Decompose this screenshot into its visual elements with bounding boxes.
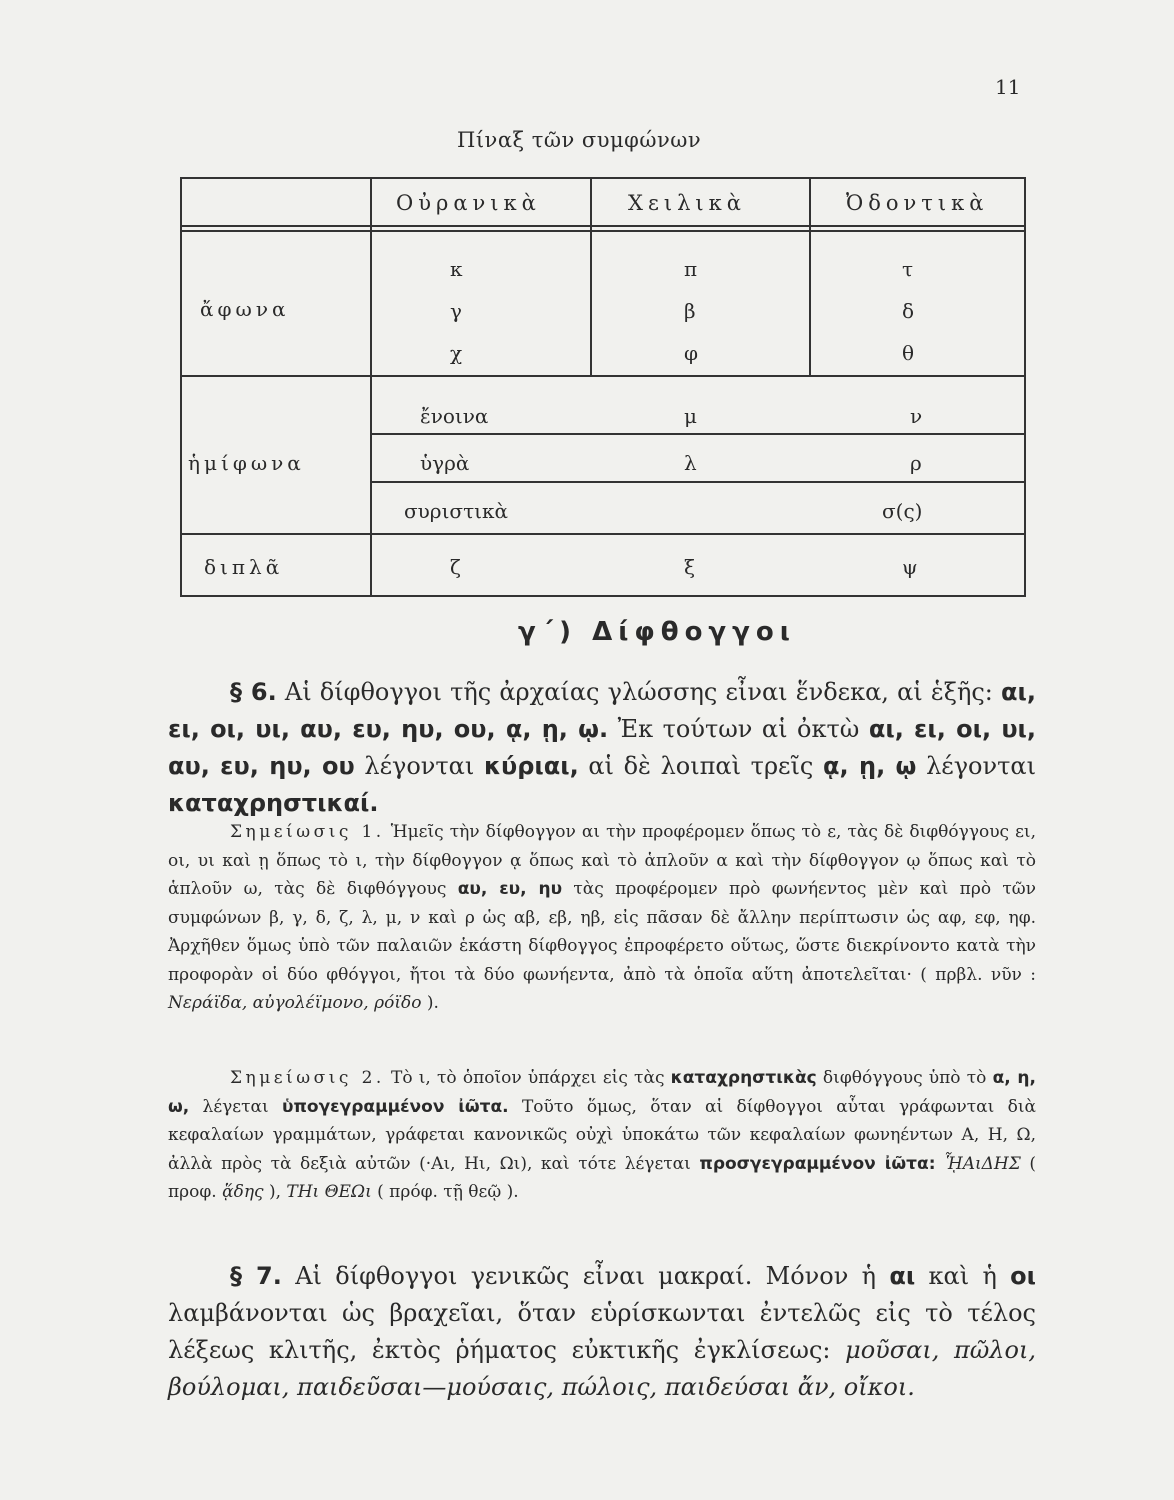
text-run: λέγονται (354, 752, 484, 780)
table-cell: δ (902, 299, 915, 323)
row-divider (370, 481, 1024, 483)
note-2 (168, 1064, 1036, 1207)
bold-run: κύριαι, (483, 752, 579, 780)
bold-run: προσγεγραμμένον ἰῶτα: (699, 1153, 936, 1174)
note-1 (168, 818, 1036, 1018)
text-run: καὶ ἡ (915, 1262, 1011, 1290)
bold-run: αι, ει, οι, υι, αυ, ευ, ηυ, ου, ᾳ, ῃ, ῳ. (168, 678, 1037, 743)
table-cell: π (684, 257, 698, 281)
text-run: Τὸ ι, τὸ ὁποῖον ὑπάρχει εἰς τὰς (384, 1068, 671, 1088)
table-cell: σ(ς) (882, 499, 923, 523)
note-label: Σημείωσις 1. (230, 822, 385, 842)
group-divider (182, 533, 1024, 535)
table-cell: κ (450, 257, 463, 281)
bold-run: ὑπογεγραμμένον ἰῶτα. (282, 1096, 509, 1117)
table-cell: ν (910, 404, 923, 428)
bold-run: αι, ει, οι, υι, αυ, ευ, ηυ, ου (168, 715, 1036, 780)
table-cell: χ (450, 341, 463, 365)
text-run: διφθόγγους ὑπὸ τὸ (816, 1068, 993, 1088)
table-cell: μ (684, 404, 697, 428)
italic-run: μοῦσαι, πῶλοι, βούλομαι, παιδεῦσαι—μούσαις, πώλοις, παιδεύσαι ἄν, οἴκοι. (168, 1336, 1037, 1401)
text-run: Τοῦτο ὅμως, ὅταν αἱ δίφθογγοι αὗται γράφωνται διὰ κεφαλαίων γραμμάτων, γράφεται κανονικῶς οὐχὶ ὑποκάτω τῶν κεφαλαίων φωνηέντων Α, Η, Ω, ἀλλὰ πρὸς τὰ δεξιὰ αὐτῶν (·Αι, Ηι, Ωι), καὶ τότε λέγεται (168, 1096, 1036, 1174)
text-run: Αἱ δίφθογγοι τῆς ἀρχαίας γλώσσης εἶναι ἕνδεκα, αἱ ἑξῆς: (276, 678, 1002, 706)
header-rule (182, 225, 1024, 227)
table-cell: ἔνοινα (420, 404, 489, 428)
bold-run: ᾳ, ῃ, ῳ (823, 752, 917, 780)
table-cell: τ (902, 257, 914, 281)
bold-run: οι (1010, 1262, 1036, 1290)
text-run: τὰς προφέρομεν πρὸ φωνήεντος μὲν καὶ πρὸ τῶν συμφώνων β, γ, δ, ζ, λ, μ, ν καὶ ρ ὡς αβ, εβ, ηβ, εἰς πᾶσαν δὲ ἄλλην περίπτωσιν ὡς αφ, εφ, ηφ. Ἀρχῆθεν ὅμως ὑπὸ τῶν παλαιῶν ἑκάστη δίφθογγος ἐπροφέρετο οὕτως, ὥστε διεκρίνοντο κατὰ τὴν προφορὰν οἱ δύο φθόγγοι, ἤτοι τὰ δύο φωνήεντα, ἀπὸ τὰ ὁποῖα αὕτη ἀποτελεῖται· ( πρβλ. νῦν : (168, 879, 1036, 985)
consonants-table (180, 177, 1026, 597)
table-cell: φ (684, 341, 699, 365)
section-number: § 6. (230, 678, 277, 706)
header-cheilika: Χειλικὰ (628, 191, 746, 215)
text-run: ), (263, 1182, 287, 1202)
text-run: λέγεται (189, 1096, 282, 1117)
table-title: Πίναξ τῶν συμφώνων (457, 128, 702, 152)
text-run: ). (421, 993, 439, 1013)
section-heading: γ΄) Δίφθογγοι (518, 617, 796, 647)
bold-run: αυ, ευ, ηυ (457, 879, 563, 899)
text-run: ( πρόφ. τῇ θεῷ ). (371, 1182, 519, 1202)
bold-run: καταχρηστικαί. (168, 789, 379, 817)
section-number: § 7. (230, 1262, 282, 1290)
italic-run: Νεράϊδα, αὐγολέϊμονο, ρόϊδο (168, 993, 422, 1013)
row-label-imifona: ἡμίφωνα (188, 451, 305, 475)
group-divider (182, 375, 1024, 377)
bold-run: καταχρηστικὰς (670, 1068, 817, 1088)
italic-run: ᾟΑιΔΗΣ (935, 1153, 1021, 1174)
column-divider (809, 179, 811, 375)
note-label: Σημείωσις 2. (230, 1068, 385, 1088)
column-divider (590, 179, 592, 375)
row-label-dipla: διπλᾶ (204, 555, 284, 579)
text-run: Ἡμεῖς τὴν δίφθογγον αι τὴν προφέρομεν ὅπως τὸ ε, τὰς δὲ διφθόγγους ει, οι, υι καὶ ῃ ὅπως τὸ ι, τὴν δίφθογγον ᾳ ὅπως καὶ τὸ ἁπλοῦν α καὶ τὴν δίφθογγον ῳ ὅπως καὶ τὸ ἁπλοῦν ω, τὰς δὲ διφθόγγους (168, 822, 1037, 899)
header-ouranika: Οὐρανικὰ (396, 191, 541, 215)
page-number: 11 (995, 75, 1021, 99)
header-rule (182, 230, 1024, 232)
paragraph-6 (168, 674, 1036, 822)
text-run: αἱ δὲ λοιπαὶ τρεῖς (578, 752, 823, 780)
table-cell: ρ (910, 451, 922, 475)
table-cell: ὑγρὰ (420, 451, 470, 475)
header-odontika: Ὀδοντικὰ (846, 191, 989, 215)
table-cell: ζ (450, 555, 461, 579)
table-cell: ψ (902, 555, 918, 579)
row-divider (370, 433, 1024, 435)
bold-run: αι (889, 1262, 916, 1290)
text-run: λαμβάνονται ὡς βραχεῖαι, ὅταν εὑρίσκωνται ἐντελῶς εἰς τὸ τέλος λέξεως κλιτῆς, ἐκτὸς ῥήματος εὐκτικῆς ἐγκλίσεως: (168, 1299, 1036, 1364)
table-cell: γ (450, 299, 462, 323)
table-cell: λ (684, 451, 697, 475)
italic-run: ᾅδης (222, 1182, 264, 1202)
table-cell: ξ (684, 555, 696, 579)
table-cell: θ (902, 341, 915, 365)
table-cell: συριστικὰ (404, 499, 508, 523)
text-run: λέγονται (916, 752, 1036, 780)
italic-run: ΤΗι ΘΕΩι (286, 1182, 372, 1202)
table-cell: β (684, 299, 696, 323)
text-run: Αἱ δίφθογγοι γενικῶς εἶναι μακραί. Μόνον ἡ (281, 1262, 890, 1290)
text-run: Ἐκ τούτων αἱ ὀκτὼ (608, 715, 869, 743)
row-label-afona: ἄφωνα (200, 297, 290, 321)
paragraph-7 (168, 1258, 1036, 1406)
bold-run: α, η, ω, (168, 1068, 1036, 1117)
text-run: ( προφ. (168, 1153, 1036, 1202)
